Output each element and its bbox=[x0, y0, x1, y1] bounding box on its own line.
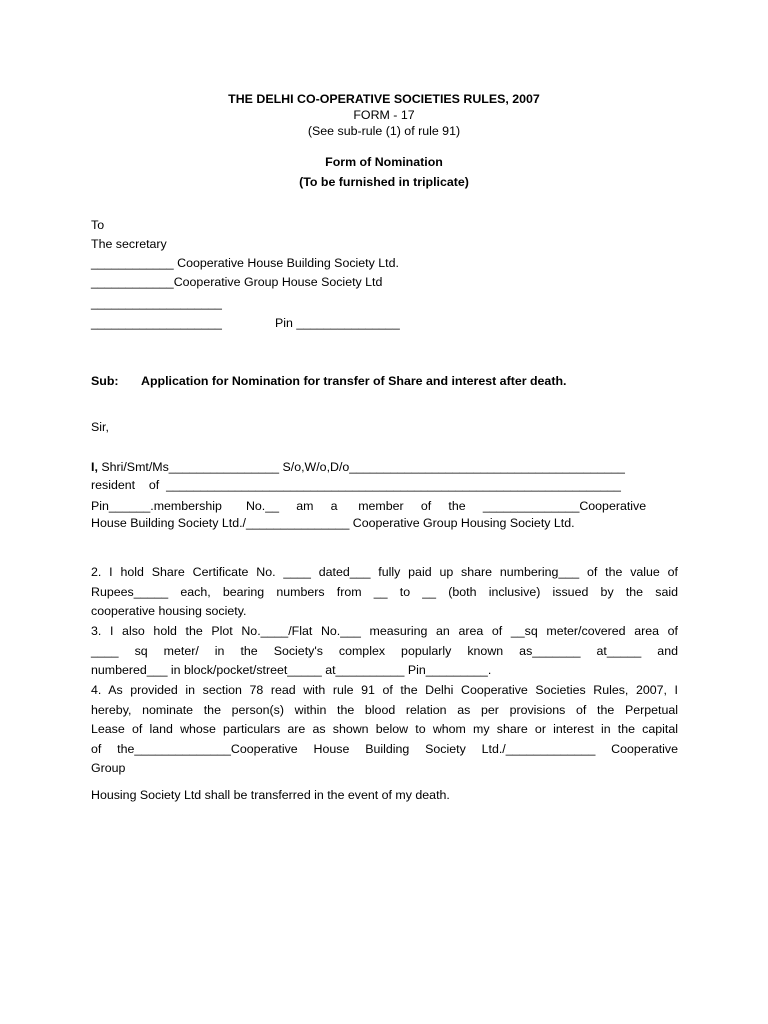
form-note: (To be furnished in triplicate) bbox=[299, 175, 469, 189]
sub-rule-reference: (See sub-rule (1) of rule 91) bbox=[307, 124, 461, 138]
address-blank-line: ___________________ bbox=[91, 296, 222, 310]
paragraph-3-line-1: 3. I also hold the Plot No.____/Flat No.___ measuring an area of __sq meter/covered area of bbox=[91, 624, 678, 638]
subject-text: Application for Nomination for transfer of Share and interest after death. bbox=[141, 374, 567, 388]
address-society-building: ____________ Cooperative House Building Society Ltd. bbox=[91, 256, 399, 270]
intro-name-fields: Shri/Smt/Ms________________ S/o,W/o,D/o________________________________________ bbox=[97, 460, 625, 474]
intro-line-2: resident of __________________________________________________________________ bbox=[91, 478, 621, 492]
paragraph-2-line-3: cooperative housing society. bbox=[91, 604, 247, 619]
address-recipient: The secretary bbox=[91, 237, 167, 251]
paragraph-4-line-5: Group bbox=[91, 761, 126, 776]
paragraph-2-line-2: Rupees_____ each, bearing numbers from __ to __ (both inclusive) issued by the said bbox=[91, 584, 678, 599]
form-title: Form of Nomination bbox=[325, 155, 443, 169]
address-pin: Pin _______________ bbox=[275, 316, 400, 330]
address-to: To bbox=[91, 218, 105, 232]
form-number: FORM - 17 bbox=[353, 108, 415, 122]
address-society-group: ____________Cooperative Group House Society Ltd bbox=[91, 275, 383, 289]
subject-label: Sub: bbox=[91, 374, 119, 388]
paragraph-4-line-4: of the______________Cooperative House Building Society Ltd./_____________ Cooperative bbox=[91, 741, 678, 756]
paragraph-4-line-3: Lease of land whose particulars are as shown below to whom my share or interest in the capital bbox=[91, 722, 678, 737]
salutation: Sir, bbox=[91, 420, 109, 434]
paragraph-4-line-1: 4. As provided in section 78 read with rule 91 of the Delhi Cooperative Societies Rules, 2007, I bbox=[91, 683, 678, 697]
paragraph-2 bbox=[91, 563, 678, 622]
paragraph-4 bbox=[91, 681, 678, 779]
paragraph-3-line-2: ____ sq meter/ in the Society's complex popularly known as_______ at_____ and bbox=[91, 643, 678, 658]
paragraph-4-line-2: hereby, nominate the person(s) within the blood relation as per provisions of the Perpetual bbox=[91, 702, 678, 717]
intro-line-3: Pin______.membership No.__ am a member of the ______________Cooperative bbox=[91, 499, 647, 513]
intro-line-1 bbox=[91, 459, 625, 475]
intro-pronoun: I, bbox=[91, 460, 98, 474]
rules-title: THE DELHI CO-OPERATIVE SOCIETIES RULES, 2007 bbox=[228, 92, 540, 106]
intro-line-4: House Building Society Ltd./_______________ Cooperative Group Housing Society Ltd. bbox=[91, 516, 575, 530]
closing-line: Housing Society Ltd shall be transferred in the event of my death. bbox=[91, 788, 450, 802]
address-blank-line-2: ___________________ bbox=[91, 316, 222, 330]
paragraph-3 bbox=[91, 622, 678, 681]
paragraph-2-line-1: 2. I hold Share Certificate No. ____ dated___ fully paid up share numbering___ of the value of bbox=[91, 565, 678, 579]
paragraph-3-line-3: numbered___ in block/pocket/street_____ at__________ Pin_________. bbox=[91, 663, 492, 678]
